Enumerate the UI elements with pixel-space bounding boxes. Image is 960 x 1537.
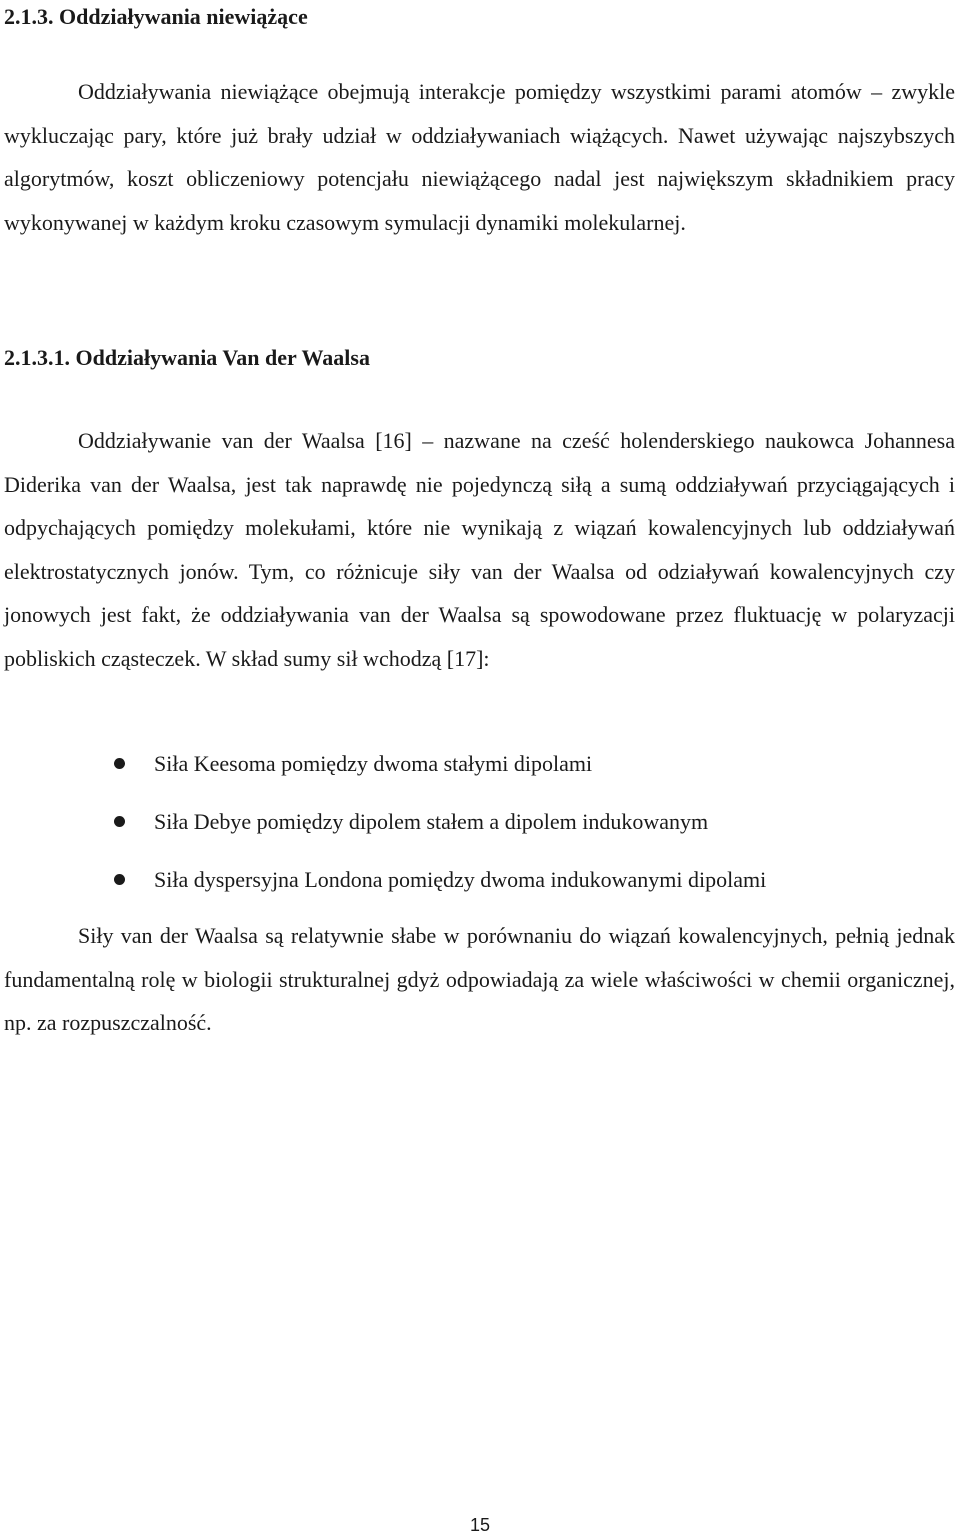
- section-paragraph: Oddziaływania niewiążące obejmują interakcje pomiędzy wszystkimi parami atomów – zwykle wykluczając pary, które już brały udział w oddziaływaniach wiążących. Nawet używając najszybszych algorytmów, koszt obliczeniowy potencjału niewiążącego nadal jest największym składnikiem pracy wykonywanej w każdym kroku czasowym symulacji dynamiki molekularnej.: [4, 79, 955, 235]
- list-item: [0, 858, 960, 916]
- page-number: 15: [469, 1515, 491, 1535]
- list-item: [0, 800, 960, 858]
- list-item-text: Siła Debye pomiędzy dipolem stałem a dipolem indukowanym: [154, 809, 709, 834]
- subsection-heading: 2.1.3.1. Oddziaływania Van der Waalsa: [4, 345, 370, 370]
- list-item-text: Siła dyspersyjna Londona pomiędzy dwoma indukowanymi dipolami: [154, 867, 767, 892]
- closing-paragraph: Siły van der Waalsa są relatywnie słabe w porównaniu do wiązań kowalencyjnych, pełnią jednak fundamentalną rolę w biologii strukturalnej gdyż odpowiadają za wiele właściwości w chemii organicznej, np. za rozpuszczalność.: [4, 923, 955, 1035]
- subsection-paragraph: Oddziaływanie van der Waalsa [16] – nazwane na cześć holenderskiego naukowca Johannesa Diderika van der Waalsa, jest tak naprawdę nie pojedynczą siłą a sumą oddziaływań przyciągających i odpychających pomiędzy molekułami, które nie wynikają z wiązań kowalencyjnych lub oddziaływań elektrostatycznych jonów. Tym, co różnicuje siły van der Waalsa od odziaływań kowalencyjnych czy jonowych jest fakt, że oddziaływania van der Waalsa są spowodowane przez fluktuację w polaryzacji pobliskich cząsteczek. W skład sumy sił wchodzą [17]:: [4, 428, 955, 671]
- section-heading: 2.1.3. Oddziaływania niewiążące: [4, 4, 308, 29]
- bullet-icon: [114, 758, 125, 769]
- forces-list: [0, 742, 960, 916]
- bullet-icon: [114, 874, 125, 885]
- bullet-icon: [114, 816, 125, 827]
- list-item-text: Siła Keesoma pomiędzy dwoma stałymi dipolami: [154, 751, 593, 776]
- list-item: [0, 742, 960, 800]
